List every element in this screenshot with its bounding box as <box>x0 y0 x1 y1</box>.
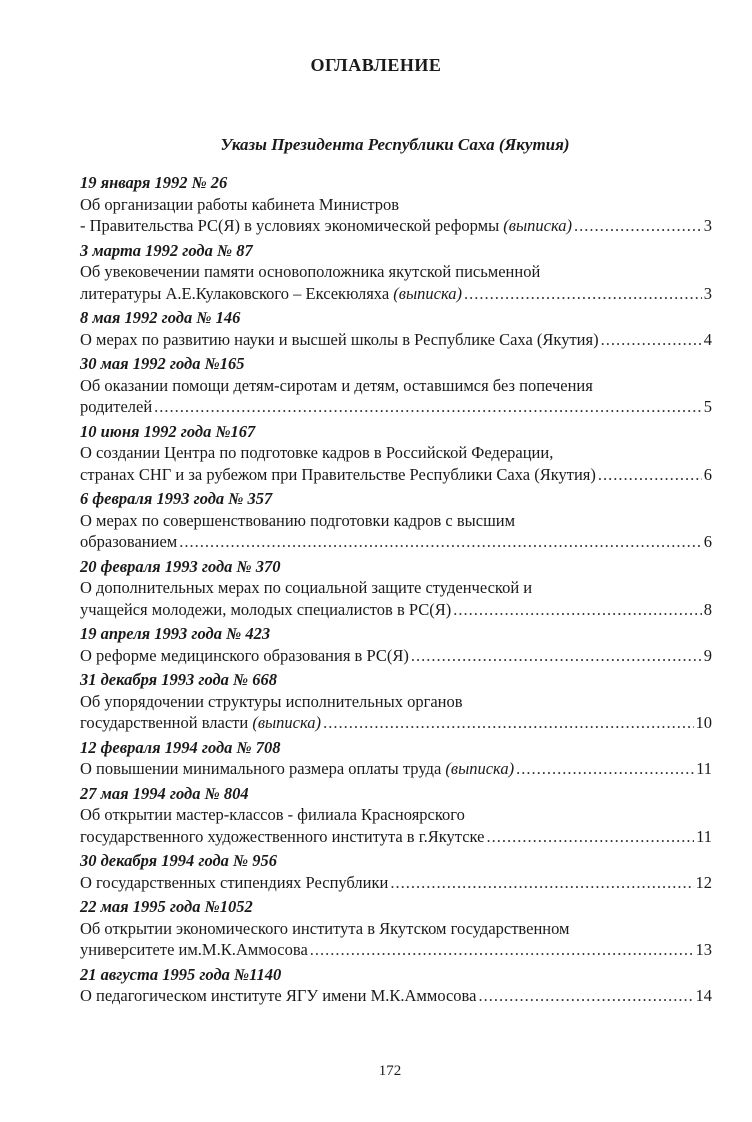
toc-entry-last-line <box>80 712 712 734</box>
dot-leader <box>323 712 693 734</box>
toc-entry-note: (выписка) <box>393 283 463 303</box>
toc-entry-title-line: Об увековечении памяти основоположника якутской письменной <box>80 262 541 281</box>
toc-entry-title-line: О мерах по совершенствованию подготовки кадров с высшим <box>80 510 516 530</box>
toc-entry-date: 3 марта 1992 года № 87 <box>80 240 253 260</box>
toc-entry-page-number: 6 <box>703 464 712 484</box>
toc-entry-text: государственного художественного института в г.Якутске <box>80 826 485 846</box>
toc-entry-text: государственной власти <box>80 713 249 732</box>
dot-leader <box>390 872 693 894</box>
toc-entry-last-line <box>80 826 712 848</box>
section-title: Указы Президента Республики Саха (Якутия) <box>220 135 570 154</box>
dot-leader <box>598 464 702 486</box>
toc-entry-date: 22 мая 1995 года №1052 <box>80 897 253 916</box>
toc-entry-title-line: Об упорядочении структуры исполнительных органов <box>80 691 463 711</box>
toc-entry[interactable] <box>80 850 712 893</box>
toc-entry-title-line <box>80 826 484 848</box>
toc-entry-title-line <box>80 283 462 305</box>
toc-entry[interactable] <box>80 623 712 666</box>
toc-entry-text: О государственных стипендиях Республики <box>80 872 389 892</box>
toc-entry-title-line <box>80 985 476 1007</box>
toc-entry-page-number: 10 <box>695 713 712 732</box>
toc-entry-date: 30 мая 1992 года №165 <box>80 354 245 373</box>
toc-entry-last-line <box>80 985 712 1007</box>
toc-entry-title-line <box>80 758 514 780</box>
toc-entry-title-line <box>80 215 572 237</box>
toc-entry-page-number: 11 <box>696 759 712 778</box>
toc-entry-last-line <box>80 531 712 553</box>
toc-entry-note: (выписка) <box>252 713 322 732</box>
toc-entry-text: родителей <box>80 397 153 416</box>
toc-entry[interactable] <box>80 556 712 621</box>
dot-leader <box>601 329 702 351</box>
toc-entry-text: литературы А.Е.Кулаковского – Ексекюляха <box>80 283 390 303</box>
toc-entry-date: 21 августа 1995 года №1140 <box>80 964 282 984</box>
toc-entry-date: 27 мая 1994 года № 804 <box>80 783 249 803</box>
toc-entry[interactable] <box>80 964 712 1007</box>
toc-entry-page-number: 9 <box>703 645 712 665</box>
page-title: ОГЛАВЛЕНИЕ <box>310 55 442 75</box>
toc-entry-title-line: О дополнительных мерах по социальной защите студенческой и <box>80 578 533 597</box>
toc-entry-last-line <box>80 283 712 305</box>
toc-entry-page-number: 3 <box>703 216 712 235</box>
toc-entry-date: 31 декабря 1993 года № 668 <box>80 670 278 689</box>
page-number: 172 <box>378 1063 402 1079</box>
toc-entry-text: - Правительства РС(Я) в условиях экономической реформы <box>80 216 500 235</box>
toc-entry-title-line: Об открытии экономического института в Якутском государственном <box>80 918 570 938</box>
toc-entry-note: (выписка) <box>445 759 515 778</box>
toc-entry-page-number: 5 <box>703 397 712 416</box>
toc-entry-last-line <box>80 599 712 621</box>
toc-entry[interactable] <box>80 737 712 780</box>
toc-entry-last-line <box>80 872 712 894</box>
toc-entry-last-line <box>80 758 712 780</box>
toc-entry-last-line <box>80 329 712 351</box>
toc-entry-date: 8 мая 1992 года № 146 <box>80 308 241 327</box>
toc-entry-title-line <box>80 464 596 486</box>
toc-entry[interactable] <box>80 172 712 237</box>
toc-entry-title-line <box>80 645 409 667</box>
toc-entry-last-line <box>80 645 712 667</box>
toc-entry[interactable] <box>80 488 712 553</box>
toc-entry[interactable] <box>80 669 712 734</box>
dot-leader <box>486 826 694 848</box>
toc-entry-date: 30 декабря 1994 года № 956 <box>80 851 278 870</box>
dot-leader <box>310 939 694 961</box>
dot-leader <box>574 215 702 237</box>
toc-entry-page-number: 12 <box>695 872 712 892</box>
toc-entry[interactable] <box>80 307 712 350</box>
toc-entry-last-line <box>80 215 712 237</box>
dot-leader <box>453 599 702 621</box>
toc-entry[interactable] <box>80 353 712 418</box>
toc-entry-text: образованием <box>80 532 178 551</box>
dot-leader <box>154 396 702 418</box>
toc-entry-date: 19 апреля 1993 года № 423 <box>80 624 271 643</box>
toc-entry-page-number: 14 <box>695 986 712 1005</box>
toc-entry-title-line <box>80 872 388 894</box>
toc-entry-date: 12 февраля 1994 года № 708 <box>80 737 281 757</box>
toc-entry[interactable] <box>80 240 712 305</box>
toc-entry-text: О педагогическом институте ЯГУ имени М.К.Аммосова <box>80 986 477 1005</box>
toc-entry-date: 10 июня 1992 года №167 <box>80 421 256 441</box>
toc-entry-title-line <box>80 712 321 734</box>
toc-entry-page-number: 13 <box>695 940 712 959</box>
dot-leader <box>516 758 694 780</box>
toc-entry-page-number: 8 <box>703 599 712 619</box>
toc-entry-page-number: 4 <box>703 329 712 349</box>
toc-entry-date: 6 февраля 1993 года № 357 <box>80 489 273 508</box>
toc-entry-note: (выписка) <box>503 216 573 235</box>
dot-leader <box>411 645 702 667</box>
toc-entry-text: О реформе медицинского образования в РС(Я) <box>80 645 409 665</box>
toc-entry-title-line <box>80 939 308 961</box>
toc-entry-title-line <box>80 531 177 553</box>
toc-entry-last-line <box>80 464 712 486</box>
toc-entry-title-line: Об организации работы кабинета Министров <box>80 194 400 214</box>
toc-entry-text: О повышении минимального размера оплаты труда <box>80 759 442 778</box>
dot-leader <box>478 985 693 1007</box>
toc-entry-last-line <box>80 396 712 418</box>
toc-entry-text: университете им.М.К.Аммосова <box>80 940 308 959</box>
toc-entry-date: 20 февраля 1993 года № 370 <box>80 556 281 576</box>
toc-entry[interactable] <box>80 421 712 486</box>
toc-entry-title-line <box>80 329 599 351</box>
toc-entry-text: О мерах по развитию науки и высшей школы в Республике Саха (Якутия) <box>80 329 599 349</box>
toc-entry[interactable] <box>80 783 712 848</box>
toc-entry-title-line: О создании Центра по подготовке кадров в Российской Федерации, <box>80 443 554 462</box>
toc-entry-last-line <box>80 939 712 961</box>
toc-entry-page-number: 6 <box>703 532 712 551</box>
toc-entry-page-number: 3 <box>703 283 712 303</box>
dot-leader <box>179 531 702 553</box>
toc-entry-text: учащейся молодежи, молодых специалистов в РС(Я) <box>80 599 452 619</box>
toc-entry-date: 19 января 1992 № 26 <box>80 173 228 192</box>
toc-entry-title-line <box>80 396 152 418</box>
toc-entry-page-number: 11 <box>696 826 712 846</box>
toc-entry[interactable] <box>80 896 712 961</box>
toc-entry-title-line: Об оказании помощи детям-сиротам и детям, оставшимся без попечения <box>80 375 593 395</box>
toc-entry-title-line: Об открытии мастер-классов - филиала Красноярского <box>80 805 465 824</box>
dot-leader <box>464 283 702 305</box>
toc-entry-text: странах СНГ и за рубежом при Правительстве Республики Саха (Якутия) <box>80 464 596 484</box>
table-of-contents <box>80 172 712 1010</box>
toc-entry-title-line <box>80 599 451 621</box>
